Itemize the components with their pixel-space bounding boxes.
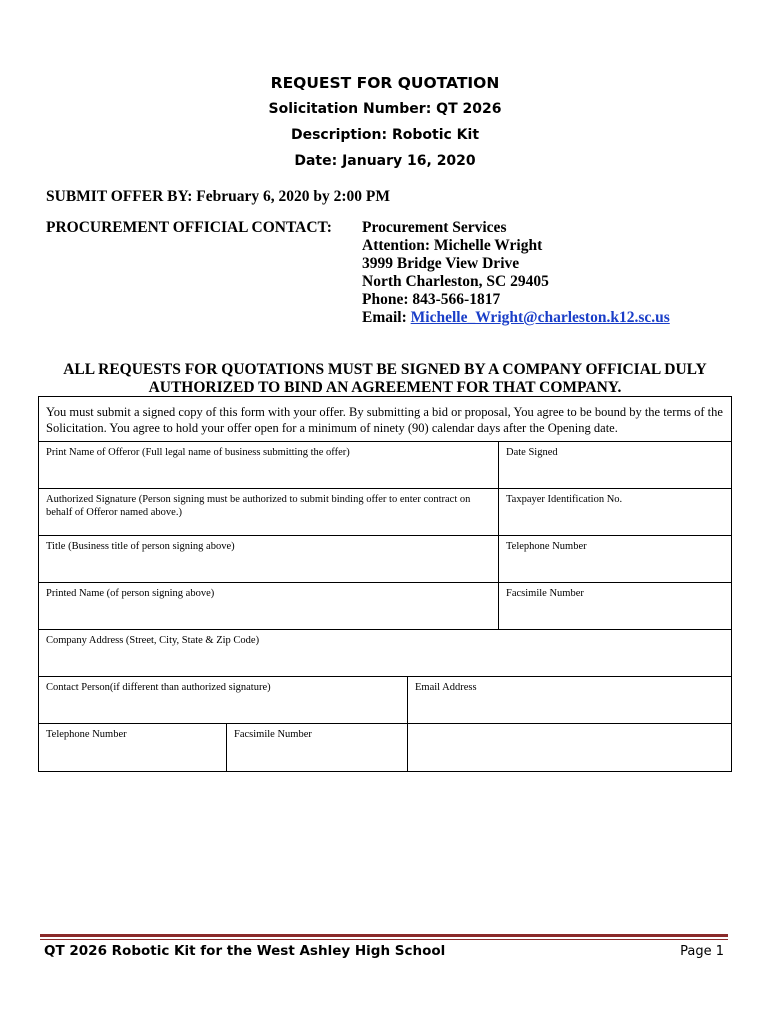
contact-email-row bbox=[362, 309, 670, 327]
signature-notice bbox=[40, 361, 730, 397]
telephone-field-2[interactable]: Telephone Number bbox=[39, 724, 227, 771]
solicitation-number: Solicitation Number: QT 2026 bbox=[268, 101, 502, 117]
contact-attention: Attention: Michelle Wright bbox=[362, 237, 543, 254]
form-row-signature bbox=[39, 489, 731, 536]
page-number: Page 1 bbox=[680, 944, 724, 959]
form-row-print-name bbox=[39, 442, 731, 489]
form-row-company-address bbox=[39, 630, 731, 677]
printed-name-field[interactable]: Printed Name (of person signing above) bbox=[39, 583, 499, 629]
description: Description: Robotic Kit bbox=[290, 127, 480, 143]
form-intro-text: You must submit a signed copy of this form with your offer. By submitting a bid or proposal, You agree to be bound by the terms of the Solicitation. You agree to hold your offer open for a minimum of ninety (90) calendar days after the Opening date. bbox=[39, 397, 731, 442]
submit-offer-by: SUBMIT OFFER BY: February 6, 2020 by 2:00 PM bbox=[46, 188, 391, 205]
procurement-contact-label: PROCUREMENT OFFICIAL CONTACT: bbox=[46, 219, 332, 236]
offeror-form bbox=[38, 396, 732, 772]
notice-line-1: ALL REQUESTS FOR QUOTATIONS MUST BE SIGNED BY A COMPANY OFFICIAL DULY bbox=[63, 361, 707, 378]
contact-department: Procurement Services bbox=[362, 219, 507, 236]
authorized-signature-field[interactable]: Authorized Signature (Person signing must be authorized to submit binding offer to enter contract on behalf of Offeror named above.) bbox=[39, 489, 499, 535]
taxpayer-id-field[interactable]: Taxpayer Identification No. bbox=[506, 494, 623, 505]
email-address-field[interactable]: Email Address bbox=[415, 682, 477, 693]
form-row-printed-name bbox=[39, 583, 731, 630]
print-name-field[interactable]: Print Name of Offeror (Full legal name of business submitting the offer) bbox=[39, 442, 499, 488]
facsimile-field[interactable]: Facsimile Number bbox=[506, 588, 584, 599]
form-row-title bbox=[39, 536, 731, 583]
footer-rule-thin bbox=[40, 939, 728, 940]
telephone-field[interactable]: Telephone Number bbox=[506, 541, 587, 552]
procurement-contact-block bbox=[362, 219, 670, 327]
contact-email-label: Email: bbox=[362, 309, 411, 326]
contact-street: 3999 Bridge View Drive bbox=[362, 255, 520, 272]
facsimile-field-2[interactable]: Facsimile Number bbox=[227, 724, 408, 771]
contact-phone: Phone: 843-566-1817 bbox=[362, 291, 501, 308]
form-row-contact-person bbox=[39, 677, 731, 724]
notice-line-2: AUTHORIZED TO BIND AN AGREEMENT FOR THAT COMPANY. bbox=[148, 379, 622, 396]
document-date: Date: January 16, 2020 bbox=[294, 153, 476, 169]
contact-email-link[interactable]: Michelle_Wright@charleston.k12.sc.us bbox=[410, 309, 670, 326]
company-address-field[interactable]: Company Address (Street, City, State & Zip Code) bbox=[46, 635, 260, 646]
title-field[interactable]: Title (Business title of person signing above) bbox=[39, 536, 499, 582]
document-title: REQUEST FOR QUOTATION bbox=[270, 74, 500, 92]
footer-document-title: QT 2026 Robotic Kit for the West Ashley High School bbox=[44, 943, 446, 959]
form-row-phone-fax bbox=[39, 724, 731, 771]
contact-person-field[interactable]: Contact Person(if different than authorized signature) bbox=[39, 677, 408, 723]
footer-rule-thick bbox=[40, 934, 728, 937]
date-signed-field[interactable]: Date Signed bbox=[506, 447, 558, 458]
contact-city: North Charleston, SC 29405 bbox=[362, 273, 549, 290]
blank-field[interactable] bbox=[408, 724, 731, 771]
